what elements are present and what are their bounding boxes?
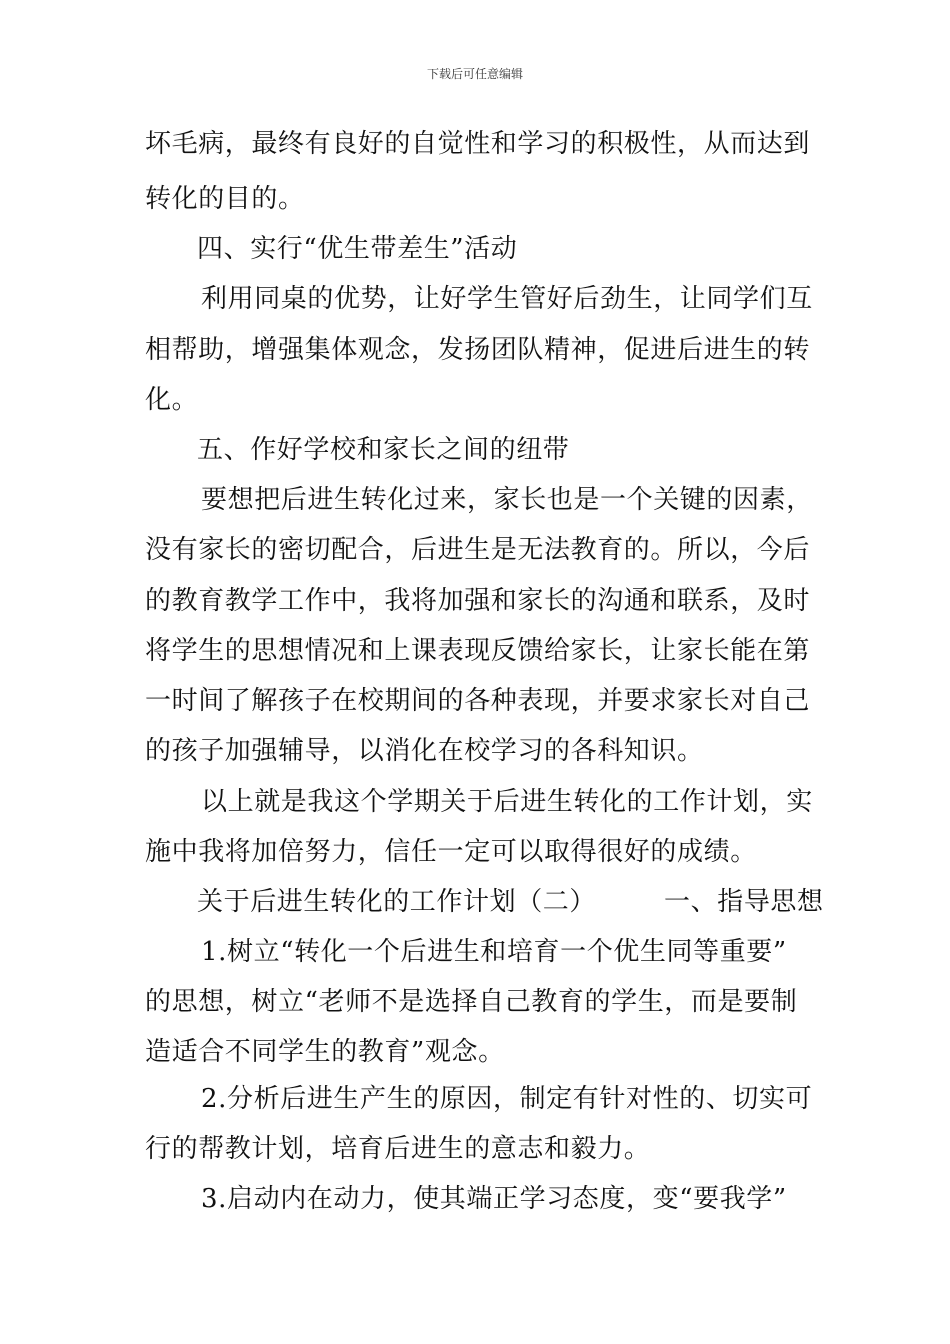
text-line: 施中我将加倍努力，信任一定可以取得很好的成绩。: [145, 837, 757, 867]
section-heading: 四、实行“优生带差生”活动: [197, 234, 518, 264]
text-line: 没有家长的密切配合，后进生是无法教育的。所以，今后: [145, 535, 811, 565]
document-subtitle: 关于后进生转化的工作计划（二）: [197, 887, 597, 917]
text-line: 行的帮教计划，培育后进生的意志和毅力。: [145, 1134, 651, 1164]
text-line: 将学生的思想情况和上课表现反馈给家长，让家长能在第: [145, 636, 811, 666]
text-line: 3.启动内在动力，使其端正学习态度，变“要我学”: [201, 1184, 787, 1214]
text-line: 的孩子加强辅导，以消化在校学习的各科知识。: [145, 736, 704, 766]
text-line: 造适合不同学生的教育”观念。: [145, 1037, 505, 1067]
text-line: 的教育教学工作中，我将加强和家长的沟通和联系，及时: [145, 586, 811, 616]
text-line: 要想把后进生转化过来，家长也是一个关键的因素，: [201, 485, 813, 515]
section-heading: 一、指导思想: [664, 887, 824, 917]
text-line: 1.树立“转化一个后进生和培育一个优生同等重要”: [201, 937, 787, 967]
page-header: 下载后可任意编辑: [426, 67, 523, 81]
text-line: 坏毛病，最终有良好的自觉性和学习的积极性，从而达到: [145, 129, 811, 159]
section-heading: 五、作好学校和家长之间的纽带: [197, 435, 570, 465]
text-line: 化。: [145, 385, 199, 415]
text-line: 2.分析后进生产生的原因，制定有针对性的、切实可: [201, 1084, 813, 1114]
text-line: 以上就是我这个学期关于后进生转化的工作计划，实: [201, 787, 813, 817]
text-line: 一时间了解孩子在校期间的各种表现，并要求家长对自己: [145, 686, 811, 716]
text-line: 的思想，树立“老师不是选择自己教育的学生，而是要制: [145, 987, 798, 1017]
text-line: 转化的目的。: [145, 184, 305, 214]
text-line: 相帮助，增强集体观念，发扬团队精神，促进后进生的转: [145, 335, 811, 365]
text-line: 利用同桌的优势，让好学生管好后劲生，让同学们互: [201, 284, 813, 314]
section-heading-row: [197, 882, 824, 922]
